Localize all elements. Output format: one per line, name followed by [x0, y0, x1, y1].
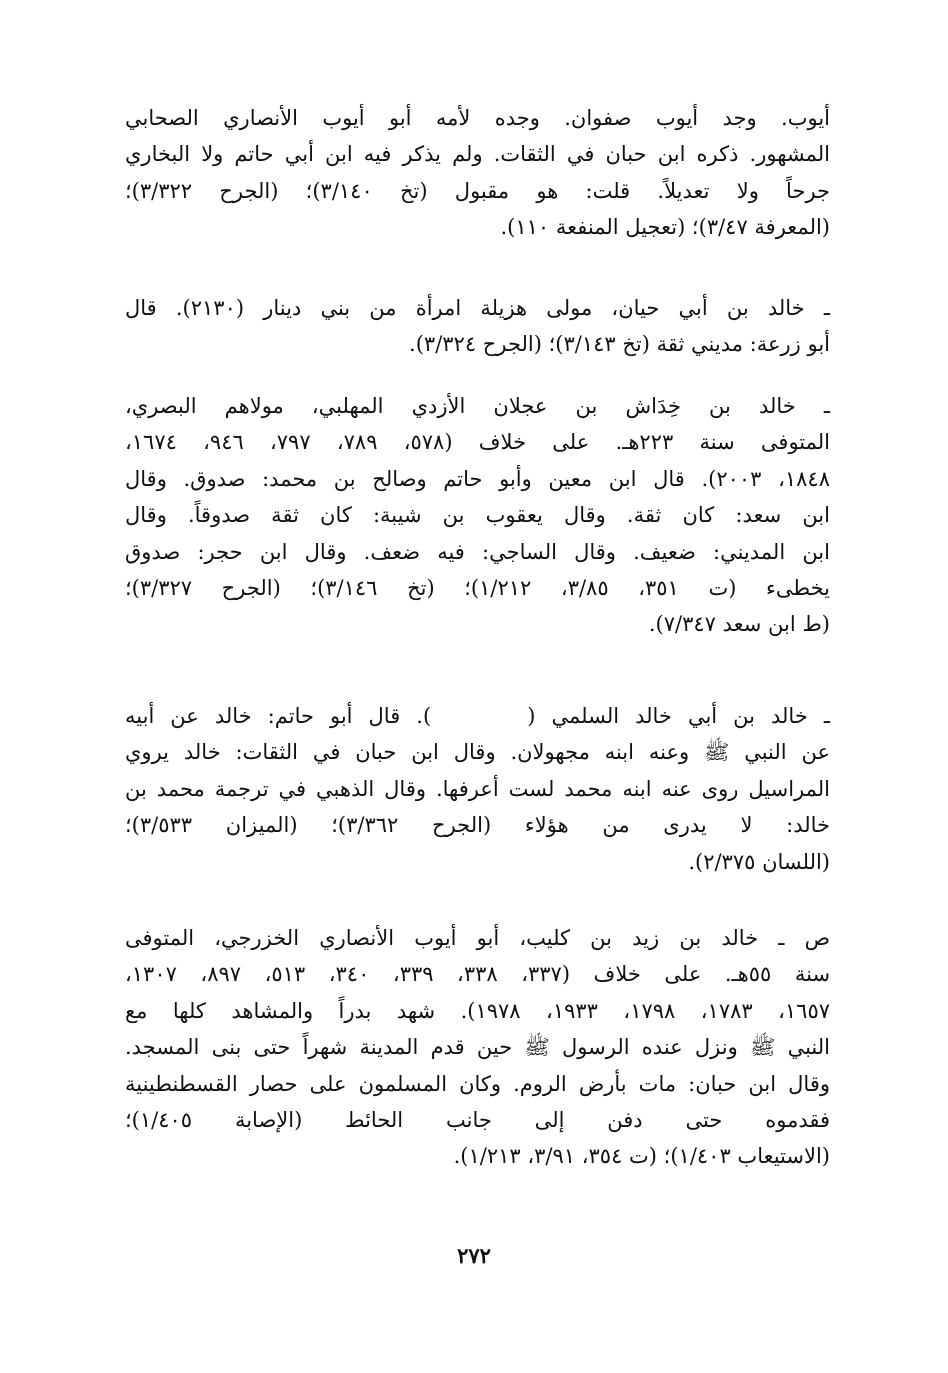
text-line: (اللسان ٢/٣٧٥). [688, 849, 830, 874]
text-line: عن النبي ﷺ وعنه ابنه مجهولان. وقال ابن حبان في الثقات: خالد يروي [125, 740, 830, 765]
text-line: ـ خالد بن أبي حيان، مولى هزيلة امرأة من بني دينار (٢١٣٠). قال [125, 296, 830, 320]
text-line: فقدموه حتى دفن إلى جانب الحائط (الإصابة ١/٤٠٥)؛ [125, 1108, 830, 1133]
page-number: ٢٧٢ [457, 1243, 491, 1268]
text-line: أيوب. وجد أيوب صفوان. وجده لأمه أبو أيوب الأنصاري الصحابي [125, 106, 830, 130]
text-line: ١٦٥٧، ١٧٨٣، ١٧٩٨، ١٩٣٣، ١٩٧٨). شهد بدراً والمشاهد كلها مع [125, 998, 831, 1023]
text-line: ابن المديني: ضعيف. وقال الساجي: فيه ضعف. وقال ابن حجر: صدوق [125, 539, 830, 564]
entry-paragraph-khalid-al-sulami [125, 698, 830, 880]
text-line: أبو زرعة: مديني ثقة (تخ ٣/١٤٣)؛ (الجرح ٣/٣٢٤). [409, 332, 830, 357]
text-line: (الاستيعاب ١/٤٠٣)؛ (ت ٣٥٤، ٣/٩١، ١/٢١٣). [453, 1144, 830, 1169]
text-line: المراسيل روى عنه ابنه محمد لست أعرفها. وقال الذهبي في ترجمة محمد بن [125, 776, 830, 801]
text-line: ١٨٤٨، ٢٠٠٣). قال ابن معين وأبو حاتم وصالح بن محمد: صدوق. وقال [125, 466, 830, 491]
text-line: سنة ٥٥هـ. على خلاف (٣٣٧، ٣٣٨، ٣٣٩، ٣٤٠، ٥١٣، ٨٩٧، ١٣٠٧، [125, 962, 831, 987]
text-line: خالد: لا يدرى من هؤلاء (الجرح ٣/٣٦٢)؛ (الميزان ٣/٥٣٣)؛ [125, 813, 831, 838]
entry-paragraph-khalid-ibn-khidash [125, 388, 830, 643]
text-line: (المعرفة ٣/٤٧)؛ (تعجيل المنفعة ١١٠). [500, 215, 830, 240]
text-line: جرحاً ولا تعديلاً. قلت: هو مقبول (تخ ٣/١٤٠)؛ (الجرح ٣/٣٢٢)؛ [125, 178, 831, 203]
text-line: ـ خالد بن أبي خالد السلمي ( ). قال أبو حاتم: خالد عن أبيه [125, 704, 830, 728]
entry-paragraph-khalid-ibn-zayd [125, 920, 830, 1175]
entry-paragraph-khalid-ibn-abi-hayyan [125, 290, 830, 363]
text-line: ـ خالد بن خِدَاش بن عجلان الأزدي المهلبي، مولاهم البصري، [125, 394, 830, 418]
text-line: المتوفى سنة ٢٢٣هـ. على خلاف (٥٧٨، ٧٨٩، ٧٩٧، ٩٤٦، ١٦٧٤، [125, 430, 831, 455]
entry-paragraph-ayyub [125, 100, 830, 246]
text-line: النبي ﷺ ونزل عنده الرسول ﷺ حين قدم المدينة شهراً حتى بنى المسجد. [125, 1035, 830, 1060]
text-line: المشهور. ذكره ابن حبان في الثقات. ولم يذكر فيه ابن أبي حاتم ولا البخاري [125, 142, 830, 167]
text-line: (ط ابن سعد ٧/٣٤٧). [648, 612, 830, 637]
text-line: وقال ابن حبان: مات بأرض الروم. وكان المسلمون على حصار القسطنطينية [125, 1071, 830, 1096]
text-line: ص ـ خالد بن زيد بن كليب، أبو أيوب الأنصاري الخزرجي، المتوفى [125, 926, 830, 950]
text-line: ابن سعد: كان ثقة. وقال يعقوب بن شيبة: كان ثقة صدوقاً. وقال [125, 503, 830, 528]
text-line: يخطىء (ت ٣٥١، ٣/٨٥، ١/٢١٢)؛ (تخ ٣/١٤٦)؛ (الجرح ٣/٣٢٧)؛ [125, 576, 831, 601]
